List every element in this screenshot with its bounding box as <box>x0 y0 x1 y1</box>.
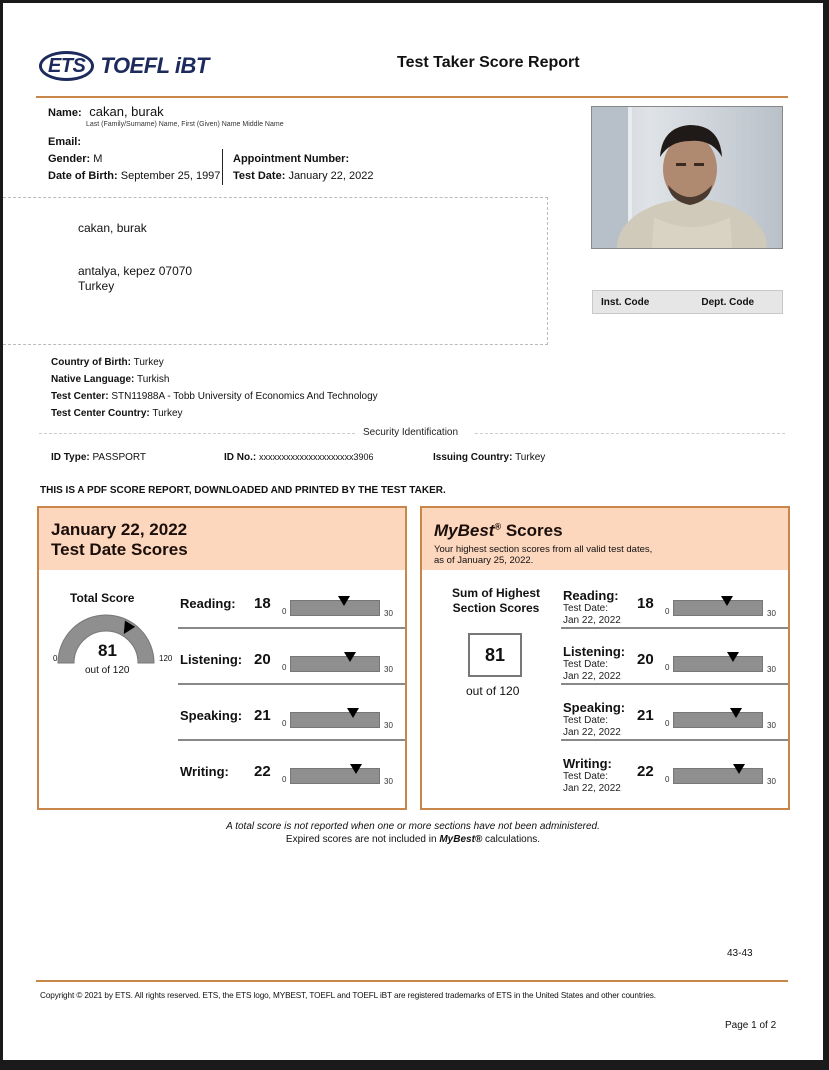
test-center-country-row <box>51 408 183 419</box>
test-date-heading: January 22, 2022 <box>51 520 188 539</box>
score-marker-icon <box>730 708 742 718</box>
dob-row <box>48 170 220 182</box>
test-date-scores-heading: Test Date Scores <box>51 540 188 559</box>
test-date-value: Jan 22, 2022 <box>563 727 621 738</box>
appointment-row <box>233 153 349 165</box>
mybest-subtitle-line-2: as of January 25, 2022. <box>434 555 534 566</box>
section-score-bar <box>290 768 380 784</box>
mybest-total-box: 81 <box>468 633 522 677</box>
issuing-country-label: Issuing Country: <box>433 452 513 463</box>
bar-min-label: 0 <box>665 663 670 672</box>
test-date-value: Jan 22, 2022 <box>563 615 621 626</box>
score-marker-icon <box>347 708 359 718</box>
dob-label: Date of Birth: <box>48 170 118 182</box>
section-name: Reading: <box>180 596 236 611</box>
id-number-row <box>224 452 374 463</box>
security-divider-left <box>39 433 355 434</box>
appointment-label: Appointment Number: <box>233 153 350 165</box>
gender-value: M <box>93 153 103 165</box>
footnote-mybest-brand: MyBest® <box>439 834 483 845</box>
copyright-notice: Copyright © 2021 by ETS. All rights reserved. ETS, the ETS logo, MYBEST, TOEFL and TOEFL iBT are registered trademarks of ETS in the United States and other countries. <box>40 991 656 1000</box>
section-score-bar <box>290 600 380 616</box>
total-score-value: 81 <box>98 641 117 660</box>
section-divider <box>561 739 788 741</box>
section-score: 20 <box>637 651 654 668</box>
section-divider <box>561 627 788 629</box>
section-test-date <box>563 659 621 683</box>
mybest-title-rest: Scores <box>501 521 563 540</box>
score-marker-icon <box>721 596 733 606</box>
section-score-bar <box>673 600 763 616</box>
section-name: Writing: <box>563 756 612 771</box>
test-date-value: Jan 22, 2022 <box>563 783 621 794</box>
section-score-bar <box>290 656 380 672</box>
test-center-country-value: Turkey <box>152 408 183 419</box>
test-date-label: Test Date: <box>563 715 609 726</box>
score-marker-icon <box>344 652 356 662</box>
security-divider-right <box>475 433 785 434</box>
test-date-label: Test Date: <box>563 659 609 670</box>
country-of-birth-value: Turkey <box>133 357 164 368</box>
section-test-date <box>563 715 621 739</box>
score-marker-icon <box>733 764 745 774</box>
registered-mark: ® <box>494 521 502 532</box>
section-score: 21 <box>637 707 654 724</box>
test-date-row <box>233 170 373 182</box>
score-marker-icon <box>727 652 739 662</box>
footer-divider <box>36 980 788 982</box>
section-test-date <box>563 603 621 627</box>
section-divider <box>178 683 405 685</box>
bar-min-label: 0 <box>665 719 670 728</box>
mybest-subtitle-line-1: Your highest section scores from all valid test dates, <box>434 544 653 555</box>
bar-min-label: 0 <box>665 607 670 616</box>
bar-min-label: 0 <box>282 719 287 728</box>
bar-max-label: 30 <box>767 721 776 730</box>
section-name: Speaking: <box>563 700 626 715</box>
footnote-text: Expired scores are not included in <box>285 834 440 845</box>
bar-min-label: 0 <box>282 775 287 784</box>
dept-code-label: Dept. Code <box>701 296 755 308</box>
security-heading: Security Identification <box>363 427 459 438</box>
sum-highest-label <box>436 586 556 616</box>
test-date-scores-header <box>39 508 405 570</box>
test-center-country-label: Test Center Country: <box>51 408 150 419</box>
report-title: Test Taker Score Report <box>397 54 580 71</box>
bar-max-label: 30 <box>767 609 776 618</box>
section-name: Reading: <box>563 588 619 603</box>
sum-label-line-2: Section Scores <box>452 601 540 615</box>
ets-logo-icon: ETS <box>39 51 94 81</box>
total-score-label: Total Score <box>70 591 135 605</box>
inst-code-label: Inst. Code <box>601 296 650 308</box>
id-number-value: xxxxxxxxxxxxxxxxxxxxx3906 <box>259 452 374 462</box>
test-center-label: Test Center: <box>51 391 109 402</box>
total-out-of: out of 120 <box>85 665 130 676</box>
bar-min-label: 0 <box>665 775 670 784</box>
score-report-page <box>3 3 823 1060</box>
footnote-text-end: calculations. <box>482 834 541 845</box>
mybest-title <box>434 521 563 541</box>
section-divider <box>178 627 405 629</box>
test-date-label: Test Date: <box>563 603 609 614</box>
test-center-value: STN11988A - Tobb University of Economics And Technology <box>111 391 378 402</box>
score-marker-icon <box>338 596 350 606</box>
section-score: 20 <box>254 651 271 668</box>
header-divider <box>36 96 788 98</box>
footnote-expired-scores <box>3 834 823 845</box>
candidate-photo <box>591 106 783 249</box>
address-name: cakan, burak <box>78 221 147 235</box>
issuing-country-value: Turkey <box>515 452 546 463</box>
id-type-label: ID Type: <box>51 452 90 463</box>
id-number-label: ID No.: <box>224 452 257 463</box>
score-marker-icon <box>350 764 362 774</box>
native-language-row <box>51 374 169 385</box>
email-label: Email: <box>48 136 82 148</box>
mybest-subtitle <box>434 544 652 566</box>
page-number: Page 1 of 2 <box>725 1020 777 1031</box>
section-score-bar <box>673 656 763 672</box>
id-type-value: PASSPORT <box>92 452 147 463</box>
dob-value: September 25, 1997 <box>120 170 221 182</box>
address-line-1: antalya, kepez 07070 <box>78 264 193 278</box>
bar-min-label: 0 <box>282 663 287 672</box>
report-code: 43-43 <box>727 948 753 959</box>
bar-max-label: 30 <box>767 665 776 674</box>
gauge-max-label: 120 <box>159 654 173 663</box>
sum-label-line-1: Sum of Highest <box>451 586 540 600</box>
mybest-header <box>422 508 788 570</box>
section-divider <box>561 683 788 685</box>
country-of-birth-label: Country of Birth: <box>51 357 131 368</box>
test-date-scores-panel <box>37 506 407 810</box>
section-name: Listening: <box>180 652 243 667</box>
pdf-notice: THIS IS A PDF SCORE REPORT, DOWNLOADED AND PRINTED BY THE TEST TAKER. <box>40 485 446 496</box>
section-score-bar <box>290 712 380 728</box>
section-name: Listening: <box>563 644 626 659</box>
section-score: 18 <box>254 595 271 612</box>
address-line-2: Turkey <box>78 279 115 293</box>
native-language-label: Native Language: <box>51 374 135 385</box>
bar-max-label: 30 <box>384 721 393 730</box>
section-score: 18 <box>637 595 654 612</box>
institution-codes-header <box>592 290 783 314</box>
test-date-label: Test Date: <box>563 771 609 782</box>
ets-toefl-logo <box>39 48 209 84</box>
section-test-date <box>563 771 621 795</box>
section-score: 21 <box>254 707 271 724</box>
toefl-ibt-wordmark: TOEFL iBT <box>100 53 209 78</box>
bar-max-label: 30 <box>384 665 393 674</box>
native-language-value: Turkish <box>136 374 170 385</box>
section-score: 22 <box>637 763 654 780</box>
issuing-country-row <box>433 452 545 463</box>
test-date-label: Test Date: <box>233 170 286 182</box>
candidate-name: cakan, burak <box>89 104 164 119</box>
footnote-total-score: A total score is not reported when one or more sections have not been administered. <box>226 821 600 832</box>
section-score-bar <box>673 712 763 728</box>
name-row <box>48 104 164 119</box>
mybest-scores-panel <box>420 506 790 810</box>
gender-label: Gender: <box>48 153 91 165</box>
id-type-row <box>51 452 146 463</box>
gauge-min-label: 0 <box>53 654 58 663</box>
bar-min-label: 0 <box>282 607 287 616</box>
mybest-brand: MyBest <box>434 521 495 540</box>
test-date-scores-title <box>51 520 188 560</box>
section-score-bar <box>673 768 763 784</box>
bar-max-label: 30 <box>384 609 393 618</box>
section-divider <box>178 739 405 741</box>
section-name: Speaking: <box>180 708 243 723</box>
section-name: Writing: <box>180 764 229 779</box>
bar-max-label: 30 <box>767 777 776 786</box>
name-format-hint: Last (Family/Surname) Name, First (Given) Name Middle Name <box>86 121 284 128</box>
test-center-row <box>51 391 378 402</box>
bar-max-label: 30 <box>384 777 393 786</box>
gender-row <box>48 153 102 165</box>
test-date-value: Jan 22, 2022 <box>563 671 621 682</box>
info-divider <box>222 149 223 185</box>
name-label: Name: <box>48 107 82 119</box>
section-score: 22 <box>254 763 271 780</box>
test-date-value: January 22, 2022 <box>288 170 374 182</box>
person-photo-icon <box>592 107 782 248</box>
country-of-birth-row <box>51 357 164 368</box>
mybest-out-of: out of 120 <box>466 684 520 698</box>
